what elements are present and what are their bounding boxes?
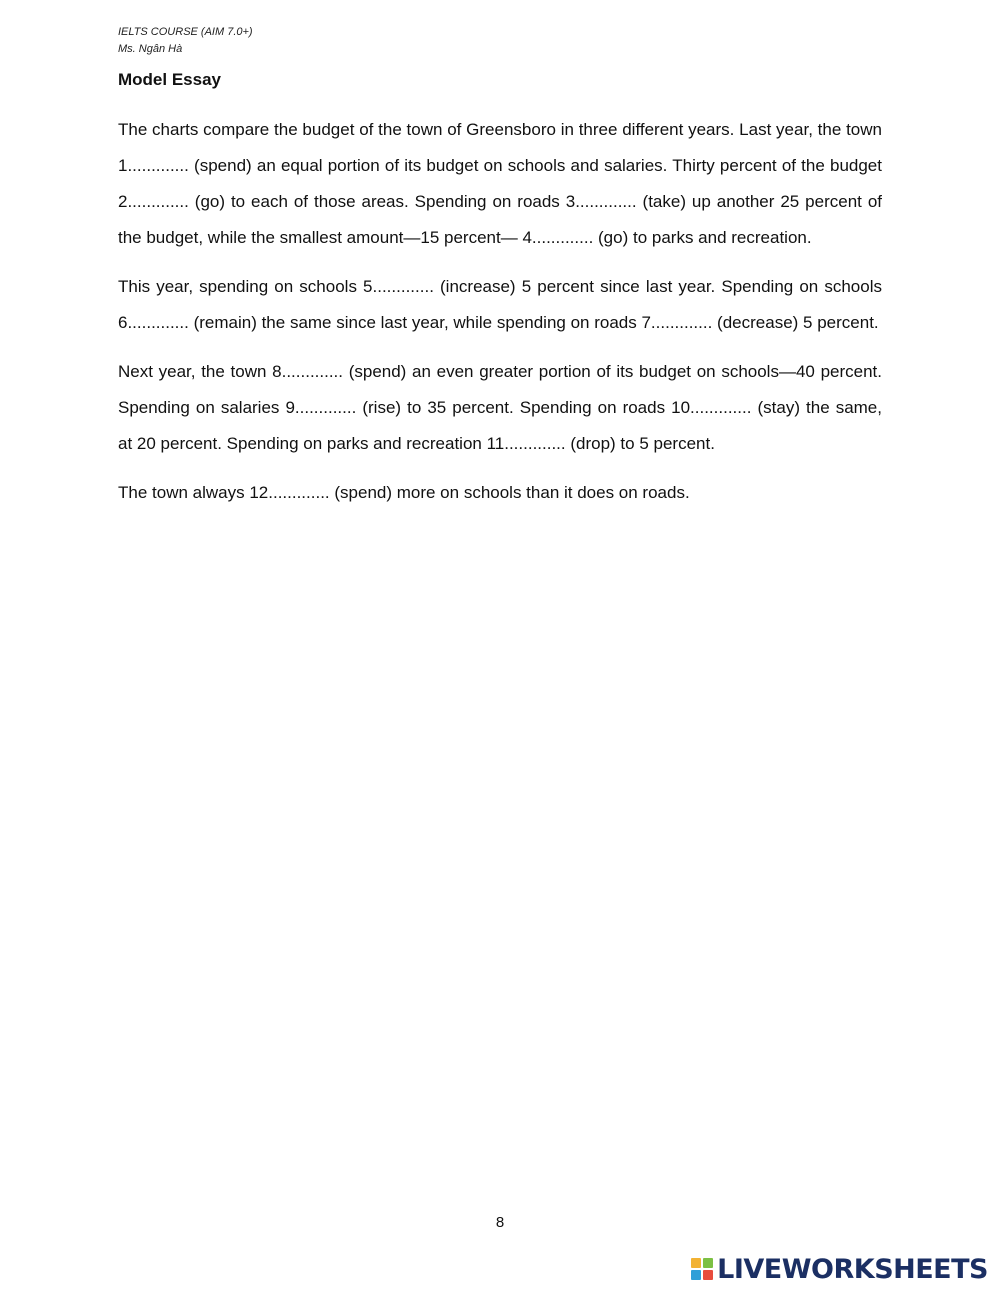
liveworksheets-logo-icon xyxy=(691,1258,713,1280)
document-header xyxy=(118,24,253,58)
essay-paragraph: Next year, the town 8............. (spend) an even greater portion of its budget on schools—40 percent. Spending on salaries 9............. (rise) to 35 percent. Spending on roads 10............. (stay) the same, at 20 percent. Spending on parks and recreation 11............. (drop) to 5 percent. xyxy=(118,362,882,453)
essay-paragraph: The town always 12............. (spend) more on schools than it does on roads. xyxy=(118,483,690,502)
essay-paragraph: The charts compare the budget of the town of Greensboro in three different years. Last year, the town 1............. (spend) an equal portion of its budget on schools and salaries. Thirty percent of the budget 2............. (go) to each of those areas. Spending on roads 3............. (take) up another 25 percent of the budget, while the smallest amount—15 percent— 4............. (go) to parks and recreation. xyxy=(118,120,882,247)
teacher-name: Ms. Ngân Hà xyxy=(118,43,183,55)
page-number: 8 xyxy=(495,1214,505,1231)
course-name: IELTS COURSE (AIM 7.0+) xyxy=(118,26,253,38)
brand-name: LIVEWORKSHEETS xyxy=(717,1253,988,1285)
essay-paragraph: This year, spending on schools 5............. (increase) 5 percent since last year. Spending on schools 6............. (remain) the same since last year, while spending on roads 7............. (decrease) 5 percent. xyxy=(118,277,882,332)
essay-title: Model Essay xyxy=(118,70,221,89)
essay-body xyxy=(118,112,882,524)
liveworksheets-logo xyxy=(691,1253,988,1285)
